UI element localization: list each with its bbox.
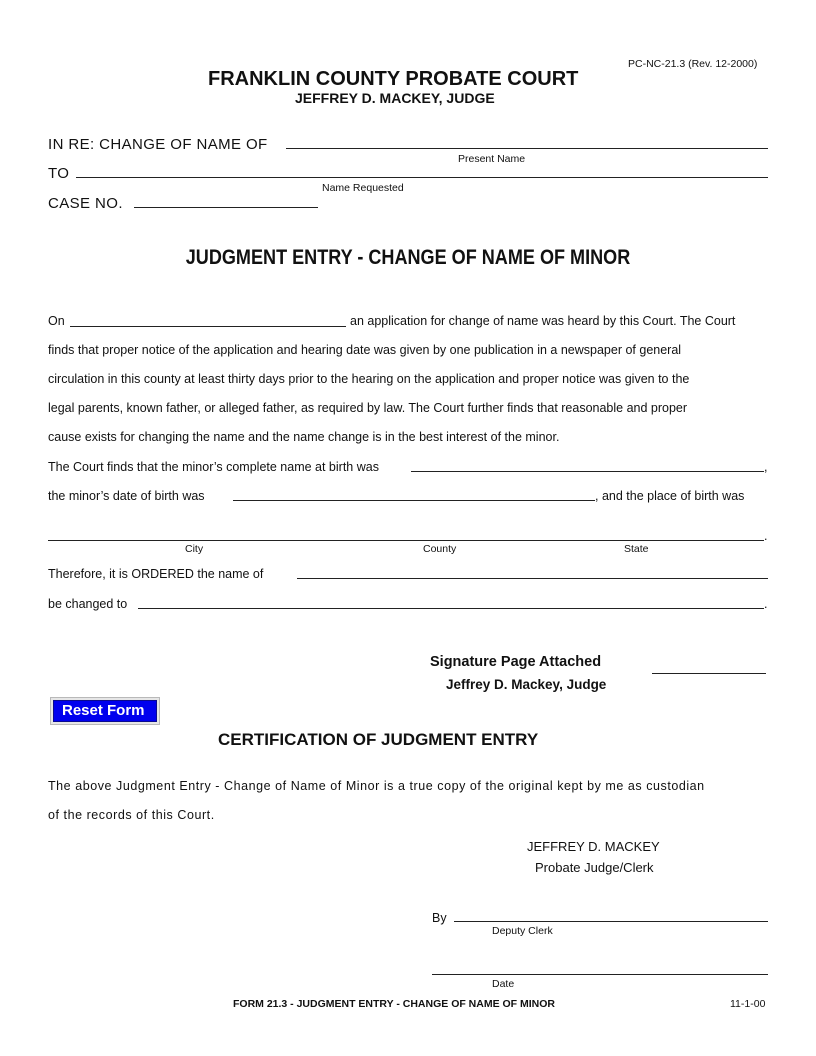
case-no-label: CASE NO. bbox=[48, 195, 123, 212]
signature-attached: Signature Page Attached bbox=[430, 654, 602, 670]
birth-date-field[interactable] bbox=[235, 485, 593, 501]
certification-text-1: The above Judgment Entry - Change of Name of Minor is a true copy of the original kept by me as custodian bbox=[48, 779, 705, 793]
reset-form-label: Reset Form bbox=[53, 700, 157, 722]
signature-line bbox=[652, 673, 766, 674]
judge-name: JEFFREY D. MACKEY, JUDGE bbox=[295, 90, 495, 106]
form-code: PC-NC-21.3 (Rev. 12-2000) bbox=[628, 58, 758, 70]
birth-name-comma: , bbox=[764, 460, 768, 474]
body-line-2: finds that proper notice of the application and hearing date was given by one publication in a newspaper of general bbox=[48, 343, 682, 357]
ordered-label: Therefore, it is ORDERED the name of bbox=[48, 567, 264, 581]
cert-date-field[interactable] bbox=[434, 959, 766, 975]
present-name-caption: Present Name bbox=[458, 153, 526, 165]
clerk-title: Probate Judge/Clerk bbox=[535, 860, 654, 875]
name-requested-caption: Name Requested bbox=[322, 182, 404, 194]
deputy-clerk-field[interactable] bbox=[456, 906, 766, 922]
city-caption: City bbox=[185, 543, 204, 555]
birth-name-label: The Court finds that the minor’s complete name at birth was bbox=[48, 460, 379, 474]
to-label: TO bbox=[48, 165, 70, 182]
dob-label: the minor’s date of birth was bbox=[48, 489, 205, 503]
hearing-date-field[interactable] bbox=[72, 311, 344, 327]
judge-signature-label: Jeffrey D. Mackey, Judge bbox=[446, 677, 607, 692]
body-line-1: an application for change of name was heard by this Court. The Court bbox=[350, 314, 736, 328]
clerk-name: JEFFREY D. MACKEY bbox=[527, 839, 660, 854]
footer-form-title: FORM 21.3 - JUDGMENT ENTRY - CHANGE OF NAME OF MINOR bbox=[233, 998, 556, 1010]
body-line-5: cause exists for changing the name and the name change is in the best interest of the minor. bbox=[48, 430, 560, 444]
county-caption: County bbox=[423, 543, 457, 555]
state-caption: State bbox=[624, 543, 649, 555]
name-requested-field[interactable] bbox=[80, 162, 766, 178]
birth-county-field[interactable] bbox=[320, 525, 560, 541]
deputy-clerk-caption: Deputy Clerk bbox=[492, 925, 553, 937]
birth-state-field[interactable] bbox=[580, 525, 760, 541]
ordered-name-field[interactable] bbox=[299, 563, 766, 579]
place-of-birth-label: , and the place of birth was bbox=[595, 489, 745, 503]
footer-date-code: 11-1-00 bbox=[730, 998, 766, 1010]
birth-city-field[interactable] bbox=[50, 525, 290, 541]
document-title: JUDGMENT ENTRY - CHANGE OF NAME OF MINOR bbox=[185, 246, 631, 269]
reset-form-button[interactable] bbox=[50, 697, 160, 725]
date-caption: Date bbox=[492, 978, 515, 990]
case-no-field[interactable] bbox=[138, 192, 316, 208]
body-line-3: circulation in this county at least thirty days prior to the hearing on the application and proper notice was given to the bbox=[48, 372, 690, 386]
birth-name-field[interactable] bbox=[413, 456, 762, 472]
body-line-4: legal parents, known father, or alleged father, as required by law. The Court further finds that reasonable and proper bbox=[48, 401, 688, 415]
certification-title: CERTIFICATION OF JUDGMENT ENTRY bbox=[218, 730, 539, 749]
court-name: FRANKLIN COUNTY PROBATE COURT bbox=[208, 68, 579, 90]
present-name-field[interactable] bbox=[290, 133, 766, 149]
on-label: On bbox=[48, 314, 65, 328]
in-re-label: IN RE: CHANGE OF NAME OF bbox=[48, 136, 268, 153]
birth-place-period: . bbox=[764, 529, 768, 543]
changed-to-label: be changed to bbox=[48, 597, 128, 611]
certification-text-2: of the records of this Court. bbox=[48, 808, 215, 822]
new-name-field[interactable] bbox=[140, 593, 762, 609]
new-name-period: . bbox=[764, 597, 768, 611]
by-label: By bbox=[432, 911, 447, 925]
